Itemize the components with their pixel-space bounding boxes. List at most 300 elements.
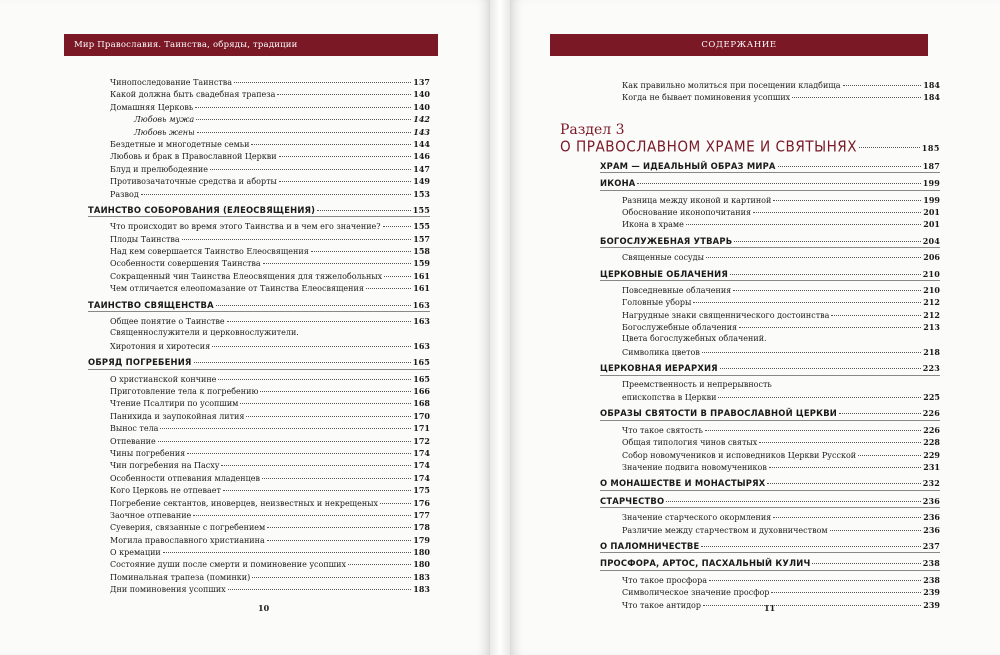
leader-dots	[279, 156, 412, 157]
toc-entry-page: 212	[923, 297, 940, 308]
toc-entry-page: 184	[923, 80, 940, 90]
toc-entry-title: ТАИНСТВО СВЯЩЕНСТВА	[88, 299, 214, 310]
toc-entry-title: ИКОНА	[600, 178, 636, 189]
leader-dots	[759, 442, 921, 443]
leader-dots	[195, 107, 411, 108]
leader-dots	[637, 183, 920, 184]
toc-entry[interactable]	[88, 521, 430, 533]
leader-dots	[196, 119, 411, 120]
toc-entry[interactable]	[88, 113, 430, 125]
toc-entry[interactable]	[88, 583, 430, 595]
leader-dots	[718, 397, 921, 398]
toc-entry[interactable]	[88, 138, 430, 150]
leader-dots	[210, 169, 411, 170]
toc-entry-title: Нагрудные знаки священнического достоинства	[622, 310, 830, 320]
toc-entry-title: Плоды Таинства	[110, 234, 180, 244]
toc-entry-title: Любовь жены	[134, 127, 195, 137]
toc-entry[interactable]	[88, 315, 430, 327]
toc-entry[interactable]	[88, 340, 430, 352]
toc-entry[interactable]	[88, 327, 430, 339]
toc-entry-page: 174	[413, 472, 430, 483]
toc-entry-page: 161	[413, 283, 430, 294]
toc-entry-page: 232	[922, 478, 940, 489]
toc-entry-page: 228	[923, 437, 940, 448]
toc-chapter-entry[interactable]	[88, 204, 430, 217]
toc-entry-title: ХРАМ — ИДЕАЛЬНЫЙ ОБРАЗ МИРА	[600, 160, 776, 171]
toc-entry-title: Домашняя Церковь	[110, 102, 194, 112]
toc-entry[interactable]	[88, 571, 430, 583]
toc-entry-page: 177	[413, 509, 430, 520]
leader-dots	[234, 82, 411, 83]
toc-entry-title: Священнослужители и церковнослужители.	[110, 328, 299, 338]
leader-dots	[260, 391, 411, 392]
toc-entry-page: 179	[413, 534, 430, 545]
toc-chapter-entry[interactable]	[600, 177, 940, 190]
toc-entry-page: 210	[923, 284, 940, 295]
toc-entry-page: 165	[412, 357, 430, 368]
toc-entry-page: 158	[413, 246, 430, 257]
left-toc	[88, 76, 430, 596]
toc-entry[interactable]	[88, 175, 430, 187]
toc-entry-title: Чинопоследование Таинства	[110, 78, 233, 87]
toc-entry[interactable]	[88, 484, 430, 496]
leader-dots	[279, 181, 411, 182]
leader-dots	[267, 527, 411, 528]
toc-entry-page: 237	[922, 540, 940, 551]
leader-dots	[193, 515, 411, 516]
leader-dots	[702, 352, 921, 353]
toc-entry-title: Противозачаточные средства и аборты	[110, 177, 277, 187]
leader-dots	[246, 416, 411, 417]
toc-entry[interactable]	[88, 422, 430, 434]
leader-dots	[380, 503, 411, 504]
toc-entry-title: Над кем совершается Таинство Елеосвящения	[110, 247, 309, 257]
leader-dots	[733, 290, 921, 291]
toc-entry[interactable]	[88, 88, 430, 100]
toc-entry-title: Приготовление тела к погребению	[110, 386, 259, 396]
right-toc-top	[600, 79, 940, 104]
leader-dots	[739, 327, 921, 328]
toc-entry-title: Погребение сектантов, иноверцев, неизвестных и некрещеных	[110, 498, 379, 508]
toc-entry-page: 223	[922, 363, 940, 374]
toc-entry-page: 137	[413, 77, 430, 87]
toc-entry[interactable]	[600, 321, 940, 333]
toc-entry-page: 165	[413, 373, 430, 384]
toc-entry-title: Что происходит во время этого Таинства и в чем его значение?	[110, 222, 381, 232]
toc-entry[interactable]	[88, 150, 430, 162]
toc-entry-page: 229	[923, 449, 940, 460]
toc-entry-page: 225	[923, 392, 940, 403]
toc-entry-page: 226	[922, 408, 940, 419]
toc-entry[interactable]	[88, 497, 430, 509]
leader-dots	[212, 346, 411, 347]
toc-entry-title: Развод	[110, 189, 139, 199]
toc-entry[interactable]	[600, 79, 940, 91]
toc-entry-title: ПРОСФОРА, АРТОС, ПАСХАЛЬНЫЙ КУЛИЧ	[600, 558, 811, 569]
leader-dots	[703, 605, 921, 606]
toc-chapter-entry[interactable]	[600, 268, 940, 281]
toc-entry-page: 238	[923, 574, 940, 585]
toc-entry[interactable]	[600, 206, 940, 218]
toc-entry-page: 236	[922, 495, 940, 506]
leader-dots	[666, 501, 920, 502]
toc-entry[interactable]	[600, 586, 940, 598]
toc-entry-title: Головные уборы	[622, 298, 692, 308]
leader-dots	[197, 132, 412, 133]
toc-entry[interactable]	[600, 574, 940, 586]
toc-entry-page: 174	[413, 447, 430, 458]
toc-entry-title: Символическое значение просфор	[622, 588, 770, 598]
toc-chapter-entry[interactable]	[600, 235, 940, 248]
toc-entry[interactable]	[88, 534, 430, 546]
toc-entry[interactable]	[88, 546, 430, 558]
toc-entry[interactable]	[88, 385, 430, 397]
toc-entry-page: 159	[413, 258, 430, 269]
toc-entry[interactable]	[88, 558, 430, 570]
toc-entry-title: Особенности совершения Таинства	[110, 259, 261, 269]
toc-entry-page: 146	[413, 151, 430, 162]
left-page-header: Мир Православия. Таинства, обряды, традиции	[64, 34, 438, 56]
toc-entry[interactable]	[88, 447, 430, 459]
leader-dots	[384, 276, 411, 277]
toc-entry[interactable]	[600, 436, 940, 448]
toc-entry-page: 226	[923, 424, 940, 435]
leader-dots	[216, 305, 411, 306]
toc-entry-title: Состояние души после смерти и поминовение усопших	[110, 560, 346, 570]
toc-entry[interactable]	[600, 461, 940, 473]
leader-dots	[141, 194, 412, 195]
toc-entry-title: О МОНАШЕСТВЕ И МОНАСТЫРЯХ	[600, 478, 766, 489]
leader-dots	[773, 200, 921, 201]
toc-entry[interactable]	[600, 284, 940, 296]
toc-entry-title: Когда не бывает поминовения усопших	[622, 93, 791, 103]
leader-dots	[262, 478, 411, 479]
toc-entry-title: Значение старческого окормления	[622, 513, 772, 523]
leader-dots	[182, 239, 412, 240]
toc-entry[interactable]	[600, 346, 940, 358]
toc-entry[interactable]	[88, 188, 430, 200]
toc-entry-title: Сокращенный чин Таинства Елеосвящения для тяжелобольных	[110, 271, 383, 281]
section-page-number: 185	[921, 142, 940, 153]
toc-entry-title: Общее понятие о Таинстве	[110, 317, 225, 327]
toc-entry[interactable]	[88, 459, 430, 471]
toc-entry[interactable]	[600, 309, 940, 321]
leader-dots	[218, 379, 411, 380]
toc-entry-title: Что такое святость	[622, 425, 703, 435]
leader-dots	[701, 546, 920, 547]
toc-entry-title: Общая типология чинов святых	[622, 438, 758, 448]
leader-dots	[859, 147, 920, 148]
toc-entry[interactable]	[600, 524, 940, 536]
toc-entry-title: ОБРЯД ПОГРЕБЕНИЯ	[88, 357, 192, 368]
toc-entry-title: Повседневные облачения	[622, 285, 732, 295]
leader-dots	[771, 592, 921, 593]
toc-entry-page: 166	[413, 385, 430, 396]
leader-dots	[843, 85, 922, 86]
toc-entry-page: 183	[413, 571, 430, 582]
toc-entry-title: О кремации	[110, 548, 161, 558]
toc-entry-page: 201	[923, 206, 940, 217]
toc-chapter-entry[interactable]	[88, 299, 430, 312]
toc-entry-title: Заочное отпевание	[110, 510, 192, 520]
toc-entry-title: Особенности отпевания младенцев	[110, 473, 260, 483]
right-page-header: СОДЕРЖАНИЕ	[550, 34, 928, 56]
toc-entry-page: 199	[923, 194, 940, 205]
toc-entry[interactable]	[600, 449, 940, 461]
leader-dots	[812, 563, 920, 564]
leader-dots	[706, 257, 921, 258]
toc-chapter-entry[interactable]	[600, 557, 940, 570]
leader-dots	[187, 453, 411, 454]
left-page-number: 10	[258, 603, 270, 613]
toc-entry-title: О христианской кончине	[110, 374, 217, 384]
leader-dots	[720, 368, 921, 369]
toc-entry-title: Значение подвига новомучеников	[622, 462, 767, 472]
toc-entry-page: 204	[922, 235, 940, 246]
right-page	[510, 0, 1000, 655]
toc-entry[interactable]	[88, 76, 430, 88]
toc-entry-page: 155	[412, 204, 430, 215]
toc-entry-page: 184	[923, 92, 940, 103]
right-page-number: 11	[764, 603, 776, 613]
toc-entry-title: ТАИНСТВО СОБОРОВАНИЯ (ЕЛЕОСВЯЩЕНИЯ)	[88, 204, 316, 215]
toc-entry-page: 213	[923, 322, 940, 333]
leader-dots	[839, 413, 921, 414]
toc-entry[interactable]	[88, 410, 430, 422]
leader-dots	[311, 251, 412, 252]
toc-chapter-entry[interactable]	[600, 160, 940, 173]
leader-dots	[263, 263, 412, 264]
toc-entry-page: 201	[923, 219, 940, 230]
toc-entry-page: 206	[923, 252, 940, 263]
toc-chapter-entry[interactable]	[600, 540, 940, 553]
leader-dots	[348, 564, 411, 565]
leader-dots	[686, 224, 921, 225]
toc-chapter-entry[interactable]	[600, 362, 940, 375]
toc-entry-page: 155	[413, 221, 430, 232]
toc-entry-title: епископства в Церкви	[622, 393, 717, 403]
toc-entry-page: 180	[413, 559, 430, 570]
toc-entry-page: 142	[413, 114, 430, 125]
leader-dots	[252, 577, 411, 578]
toc-entry-page: 163	[412, 299, 430, 310]
toc-entry[interactable]	[88, 163, 430, 175]
toc-entry-title: Различие между старчеством и духовничеством	[622, 525, 828, 535]
leader-dots	[163, 552, 412, 553]
leader-dots	[769, 467, 921, 468]
toc-entry-title: ОБРАЗЫ СВЯТОСТИ В ПРАВОСЛАВНОЙ ЦЕРКВИ	[600, 408, 837, 419]
toc-entry-page: 171	[413, 423, 430, 434]
toc-entry-title: Чины погребения	[110, 448, 186, 458]
toc-chapter-entry[interactable]	[600, 477, 940, 490]
toc-entry[interactable]	[88, 373, 430, 385]
toc-entry-title: Обоснование иконопочитания	[622, 207, 752, 217]
leader-dots	[383, 226, 412, 227]
toc-entry-title: Вынос тела	[110, 424, 159, 434]
toc-entry-page: 210	[922, 268, 940, 279]
toc-entry-page: 172	[413, 435, 430, 446]
toc-entry-title: Какой должна быть свадебная трапеза	[110, 90, 276, 100]
toc-entry[interactable]	[600, 218, 940, 230]
toc-entry-page: 149	[413, 176, 430, 187]
toc-entry[interactable]	[88, 101, 430, 113]
toc-entry-page: 236	[923, 524, 940, 535]
toc-entry-title: Собор новомучеников и исповедников Церкви Русской	[622, 450, 857, 460]
toc-entry-page: 170	[413, 410, 430, 421]
leader-dots	[277, 94, 411, 95]
toc-entry-title: Символика цветов	[622, 347, 700, 357]
toc-entry[interactable]	[600, 91, 940, 103]
toc-entry-page: 183	[413, 584, 430, 595]
toc-entry-page: 163	[413, 316, 430, 327]
toc-entry-page: 140	[413, 89, 430, 100]
book-gutter	[490, 0, 510, 655]
toc-entry-title: Чин погребения на Пасху	[110, 461, 220, 471]
toc-entry-title: Любовь мужа	[134, 115, 195, 125]
toc-entry-title: Суеверия, связанные с погребением	[110, 523, 266, 533]
leader-dots	[267, 540, 412, 541]
toc-entry-title: Поминальная трапеза (поминки)	[110, 572, 251, 582]
leader-dots	[778, 166, 921, 167]
toc-entry-page: 238	[922, 558, 940, 569]
toc-entry-title: Чтение Псалтири по усопшим	[110, 399, 239, 409]
toc-entry-page: 178	[413, 522, 430, 533]
section-label: Раздел 3	[560, 121, 625, 138]
toc-entry-title: Любовь и брак в Православной Церкви	[110, 152, 277, 162]
toc-entry-title: Могила православного христианина	[110, 535, 265, 545]
toc-entry[interactable]	[88, 397, 430, 409]
toc-entry-page: 231	[923, 461, 940, 472]
toc-entry-page: 176	[413, 497, 430, 508]
toc-entry-title: Что такое просфора	[622, 575, 707, 585]
toc-entry-title: О ПАЛОМНИЧЕСТВЕ	[600, 540, 700, 551]
left-page	[0, 0, 490, 655]
toc-entry-page: 161	[413, 270, 430, 281]
section-title-row[interactable]	[560, 138, 940, 156]
toc-entry-page: 199	[922, 178, 940, 189]
toc-entry-page: 147	[413, 163, 430, 174]
leader-dots	[831, 315, 921, 316]
leader-dots	[830, 530, 922, 531]
toc-entry-page: 140	[413, 101, 430, 112]
leader-dots	[709, 580, 921, 581]
leader-dots	[366, 288, 411, 289]
toc-entry-title: Панихида и заупокойная лития	[110, 411, 245, 421]
leader-dots	[194, 362, 411, 363]
toc-entry-title: СТАРЧЕСТВО	[600, 495, 665, 506]
toc-entry-title: Цвета богослужебных облачений.	[622, 334, 767, 344]
toc-entry[interactable]	[600, 296, 940, 308]
leader-dots	[221, 465, 411, 466]
toc-entry[interactable]	[88, 220, 430, 232]
toc-entry-title: Что такое антидор	[622, 600, 701, 610]
right-toc	[560, 79, 940, 611]
toc-entry-title: Дни поминовения усопших	[110, 585, 226, 595]
toc-entry-title: Хиротония и хиротесия	[110, 341, 211, 351]
toc-entry-title: Блуд и прелюбодеяние	[110, 164, 208, 174]
toc-entry[interactable]	[88, 233, 430, 245]
leader-dots	[792, 97, 921, 98]
leader-dots	[227, 321, 412, 322]
toc-entry-title: Преемственность и непрерывность	[622, 379, 772, 389]
toc-entry[interactable]	[600, 391, 940, 403]
toc-entry-title: Разница между иконой и картиной	[622, 195, 772, 205]
toc-entry-page: 180	[413, 547, 430, 558]
leader-dots	[317, 210, 410, 211]
toc-entry-title: Чем отличается елеопомазание от Таинства Елеосвящения	[110, 284, 364, 294]
toc-entry-page: 157	[413, 233, 430, 244]
leader-dots	[160, 428, 411, 429]
toc-entry[interactable]	[88, 472, 430, 484]
leader-dots	[730, 274, 921, 275]
toc-chapter-entry[interactable]	[88, 356, 430, 369]
leader-dots	[228, 589, 412, 590]
leader-dots	[767, 483, 920, 484]
toc-entry-page: 218	[923, 346, 940, 357]
leader-dots	[693, 302, 921, 303]
toc-entry-page: 143	[413, 126, 430, 137]
section-title: О ПРАВОСЛАВНОМ ХРАМЕ И СВЯТЫНЯХ	[560, 137, 858, 156]
leader-dots	[734, 241, 920, 242]
toc-entry-page: 236	[923, 512, 940, 523]
toc-entry[interactable]	[600, 333, 940, 345]
toc-entry-title: БОГОСЛУЖЕБНАЯ УТВАРЬ	[600, 235, 733, 246]
toc-entry-page: 239	[923, 599, 940, 610]
toc-entry[interactable]	[88, 270, 430, 282]
toc-entry[interactable]	[88, 509, 430, 521]
toc-entry-title: Кого Церковь не отпевает	[110, 486, 221, 496]
toc-entry[interactable]	[600, 379, 940, 391]
toc-entry-title: Священные сосуды	[622, 253, 704, 263]
toc-entry-page: 144	[413, 138, 430, 149]
toc-entry[interactable]	[88, 245, 430, 257]
toc-entry-page: 239	[923, 587, 940, 598]
toc-entry-page: 163	[413, 340, 430, 351]
toc-entry[interactable]	[600, 251, 940, 263]
leader-dots	[158, 441, 412, 442]
toc-entry[interactable]	[600, 511, 940, 523]
toc-entry-page: 175	[413, 485, 430, 496]
toc-chapter-entry[interactable]	[600, 495, 940, 508]
leader-dots	[223, 490, 411, 491]
toc-entry-title: ЦЕРКОВНЫЕ ОБЛАЧЕНИЯ	[600, 268, 728, 279]
toc-entry-title: Как правильно молиться при посещении кладбища	[622, 81, 841, 90]
toc-entry-page: 168	[413, 398, 430, 409]
leader-dots	[753, 212, 921, 213]
right-toc-main	[600, 160, 940, 611]
toc-entry-page: 153	[413, 188, 430, 199]
toc-entry[interactable]	[88, 282, 430, 294]
toc-chapter-entry[interactable]	[600, 407, 940, 420]
leader-dots	[251, 144, 411, 145]
toc-entry-title: Отпевание	[110, 436, 156, 446]
leader-dots	[773, 517, 921, 518]
toc-entry-page: 174	[413, 460, 430, 471]
toc-entry[interactable]	[88, 257, 430, 269]
toc-entry[interactable]	[88, 126, 430, 138]
toc-entry[interactable]	[600, 424, 940, 436]
toc-entry-page: 187	[922, 160, 940, 171]
toc-entry[interactable]	[88, 435, 430, 447]
toc-entry-page: 212	[923, 309, 940, 320]
toc-entry-title: Бездетные и многодетные семьи	[110, 139, 250, 149]
toc-entry-title: ЦЕРКОВНАЯ ИЕРАРХИЯ	[600, 363, 718, 374]
leader-dots	[705, 430, 922, 431]
toc-entry-title: Икона в храме	[622, 220, 684, 230]
leader-dots	[858, 455, 921, 456]
toc-entry-title: Богослужебные облачения	[622, 323, 738, 333]
toc-entry[interactable]	[600, 194, 940, 206]
